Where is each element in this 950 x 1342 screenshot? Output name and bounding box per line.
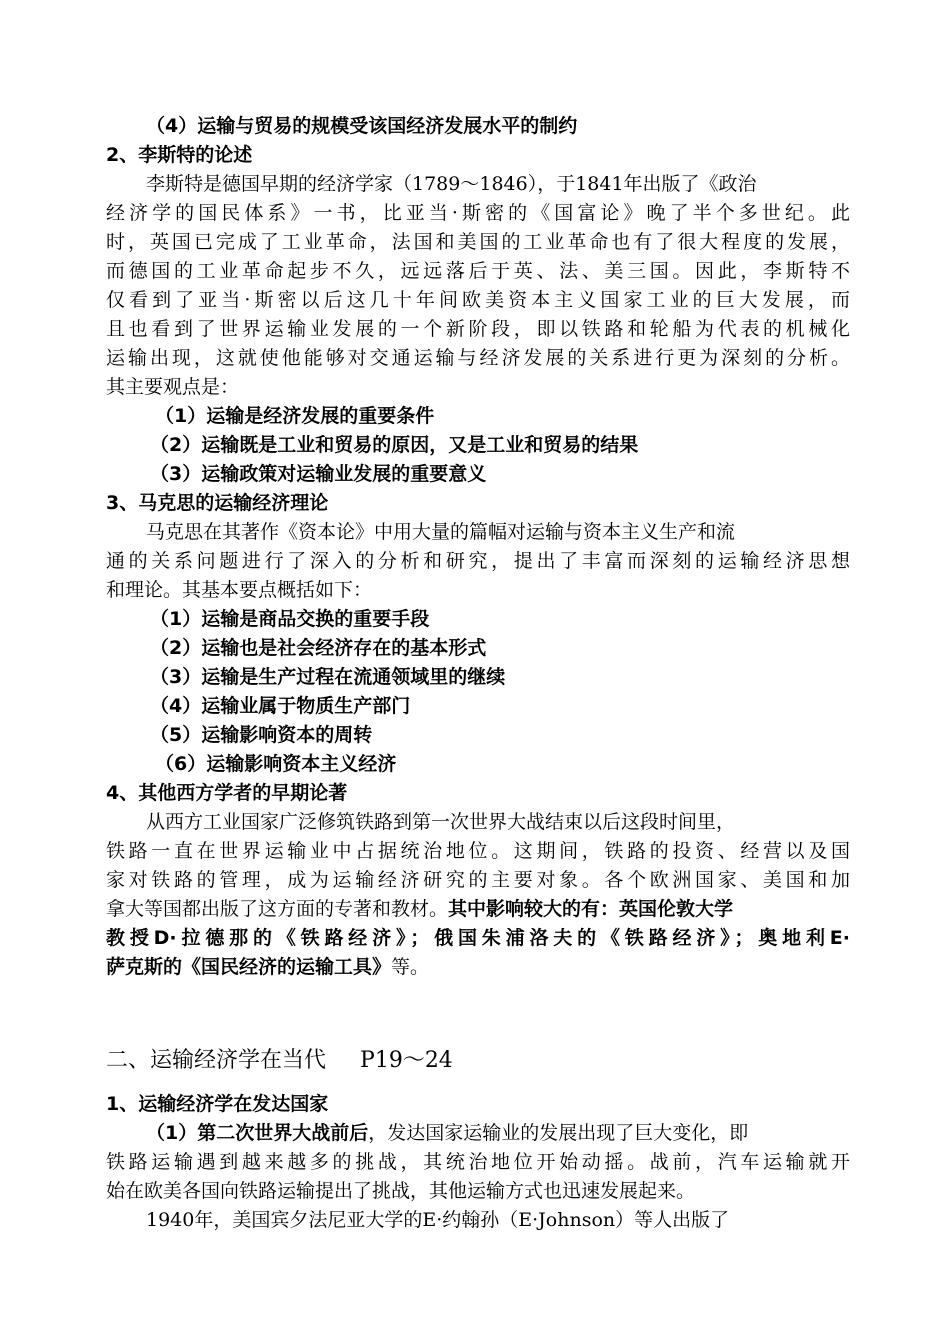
section-2-pages: P19～24: [360, 1048, 453, 1073]
marx-point-5: （5）运输影响资本的周转: [150, 724, 373, 746]
list-para-line-3: 时，英国已完成了工业革命，法国和美国的工业革命也有了很大程度的发展，: [106, 231, 850, 253]
other-para-line-6: [106, 953, 850, 981]
other-para-line-6-normal: 等。: [391, 956, 430, 978]
marx-point-3: （3）运输是生产过程在流通领域里的继续: [150, 666, 506, 688]
list-para-line-8: 其主要观点是：: [106, 376, 240, 398]
other-para-line-1: 从西方工业国家广泛修筑铁路到第一次世界大战结束以后这段时间里，: [146, 811, 736, 833]
list-para-line-2: 经济学的国民体系》一书，比亚当·斯密的《国富论》晚了半个多世纪。此: [106, 202, 850, 224]
trade-point-4: （4）运输与贸易的规模受该国经济发展水平的制约: [146, 115, 578, 137]
heading-list: 2、李斯特的论述: [106, 144, 253, 166]
list-point-3: （3）运输政策对运输业发展的重要意义: [150, 463, 487, 485]
developed-para-line-4: 1940年，美国宾夕法尼亚大学的E·约翰孙（E·Johnson）等人出版了: [146, 1209, 730, 1231]
section-2-title: [106, 1045, 850, 1077]
list-para-line-5: 仅看到了亚当·斯密以后这几十年间欧美资本主义国家工业的巨大发展，而: [106, 289, 850, 311]
section-2-title-text: 二、运输经济学在当代: [106, 1048, 327, 1073]
developed-para-line-1: [146, 1119, 850, 1147]
heading-developed-countries: 1、运输经济学在发达国家: [106, 1093, 329, 1115]
other-para-line-6-bold: 萨克斯的《国民经济的运输工具》: [106, 956, 392, 978]
heading-other-scholars: 4、其他西方学者的早期论著: [106, 782, 348, 804]
other-para-line-2: 铁路一直在世界运输业中占据统治地位。这期间，铁路的投资、经营以及国: [106, 840, 850, 862]
developed-para-line-2: 铁路运输遇到越来越多的挑战，其统治地位开始动摇。战前，汽车运输就开: [106, 1151, 850, 1173]
list-point-1: （1）运输是经济发展的重要条件: [155, 405, 435, 427]
list-para-line-7: 运输出现，这就使他能够对交通运输与经济发展的关系进行更为深刻的分析。: [106, 347, 850, 369]
marx-para-line-2: 通的关系问题进行了深入的分析和研究，提出了丰富而深刻的运输经济思想: [106, 550, 850, 572]
marx-para-line-1: 马克思在其著作《资本论》中用大量的篇幅对运输与资本主义生产和流: [146, 521, 736, 543]
developed-para-lead-normal: ，发达国家运输业的发展出现了巨大变化，即: [368, 1122, 749, 1144]
developed-para-lead-bold: （1）第二次世界大战前后: [146, 1122, 369, 1144]
list-para-line-6: 且也看到了世界运输业发展的一个新阶段，即以铁路和轮船为代表的机械化: [106, 318, 850, 340]
other-para-line-4: [106, 895, 850, 923]
marx-point-4: （4）运输业属于物质生产部门: [150, 695, 411, 717]
other-para-line-4-bold: 其中影响较大的有：英国伦敦大学: [448, 898, 734, 920]
list-para-line-4: 而德国的工业革命起步不久，远远落后于英、法、美三国。因此，李斯特不: [106, 260, 850, 282]
other-para-line-4-normal: 拿大等国都出版了这方面的专著和教材。: [106, 898, 449, 920]
marx-point-2: （2）运输也是社会经济存在的基本形式: [150, 637, 487, 659]
list-point-2: （2）运输既是工业和贸易的原因，又是工业和贸易的结果: [150, 434, 639, 456]
marx-para-line-3: 和理论。其基本要点概括如下：: [106, 579, 373, 601]
heading-marx: 3、马克思的运输经济理论: [106, 492, 329, 514]
developed-para-line-3: 始在欧美各国向铁路运输提出了挑战，其他运输方式也迅速发展起来。: [106, 1180, 696, 1202]
other-para-line-5: 教授D·拉德那的《铁路经济》；俄国朱浦洛夫的《铁路经济》；奥地利E·: [106, 927, 850, 949]
other-para-line-3: 家对铁路的管理，成为运输经济研究的主要对象。各个欧洲国家、美国和加: [106, 869, 850, 891]
marx-point-1: （1）运输是商品交换的重要手段: [150, 608, 430, 630]
marx-point-6: （6）运输影响资本主义经济: [155, 753, 397, 775]
list-para-line-1: 李斯特是德国早期的经济学家（1789～1846），于1841年出版了《政治: [146, 173, 757, 195]
